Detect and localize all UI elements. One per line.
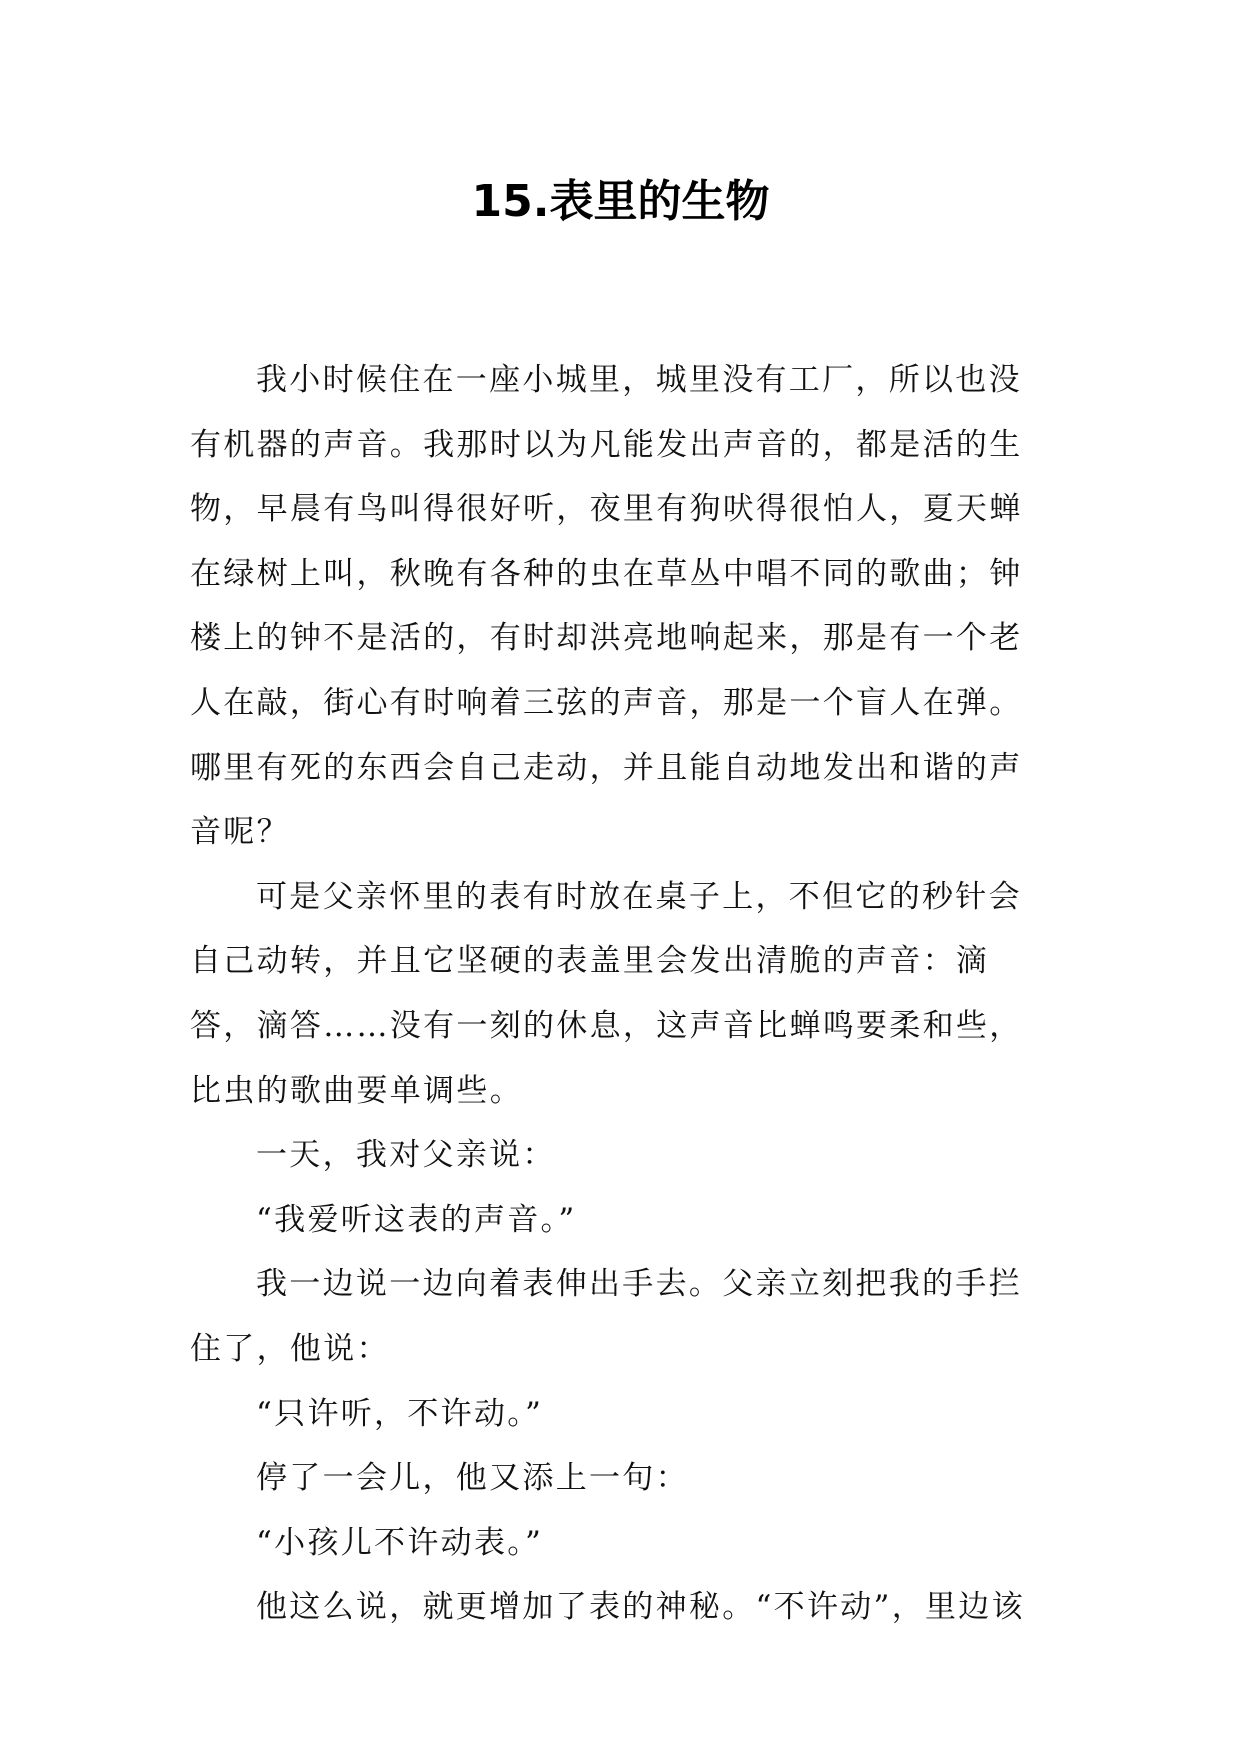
paragraph: “只许听，不许动。”: [256, 1395, 544, 1432]
document-body: [190, 348, 1050, 1640]
paragraph: 他这么说，就更增加了表的神秘。“不许动”，里边该: [256, 1589, 1025, 1626]
paragraph: 一天，我对父亲说：: [256, 1137, 556, 1174]
paragraph: 我一边说一边向着表伸出手去。父亲立刻把我的手拦住了，他说：: [190, 1266, 1022, 1367]
paragraph: “小孩儿不许动表。”: [256, 1524, 544, 1561]
paragraph: 停了一会儿，他又添上一句：: [256, 1460, 689, 1497]
page-title: 15.表里的生物: [471, 176, 770, 227]
paragraph: “我爱听这表的声音。”: [256, 1201, 577, 1238]
paragraph: 我小时候住在一座小城里，城里没有工厂，所以也没有机器的声音。我那时以为凡能发出声音的，都是活的生物，早晨有鸟叫得很好听，夜里有狗吠得很怕人，夏天蝉在绿树上叫，秋晚有各种的虫在草丛中唱不同的歌曲；钟楼上的钟不是活的，有时却洪亮地响起来，那是有一个老人在敲，街心有时响着三弦的声音，那是一个盲人在弹。哪里有死的东西会自己走动，并且能自动地发出和谐的声音呢？: [190, 362, 1023, 851]
paragraph: 可是父亲怀里的表有时放在桌子上，不但它的秒针会自己动转，并且它坚硬的表盖里会发出清脆的声音：滴答，滴答……没有一刻的休息，这声音比蝉鸣要柔和些，比虫的歌曲要单调些。: [190, 878, 1023, 1109]
